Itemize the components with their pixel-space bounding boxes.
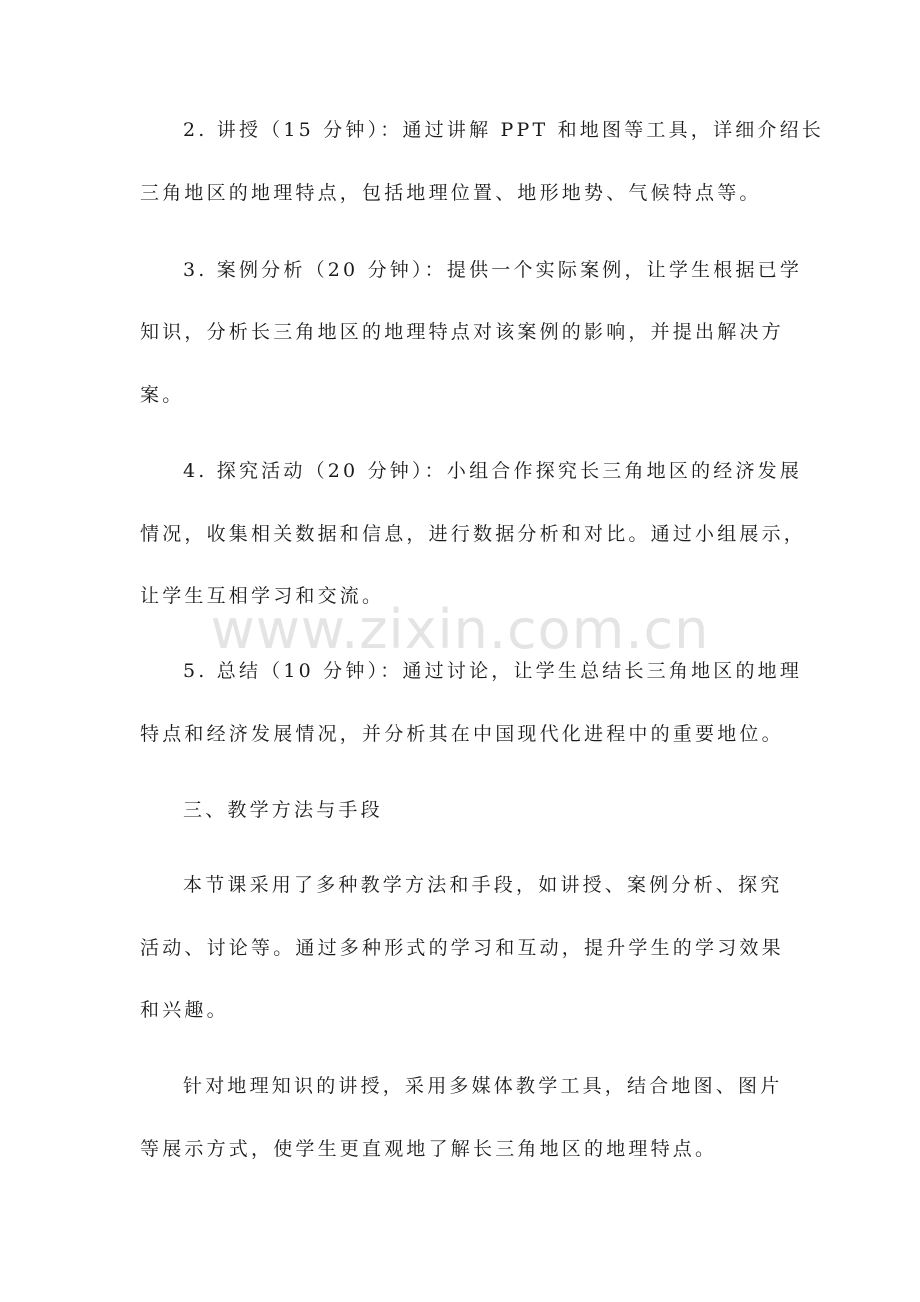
text-line: 特点和经济发展情况，并分析其在中国现代化进程中的重要地位。 [140,723,784,745]
text-line: 和兴趣。 [140,999,229,1021]
text-line: 案。 [140,384,185,406]
text-line: 2. 讲授（15 分钟）：通过讲解 PPT 和地图等工具，详细介绍长 [183,119,825,141]
text-line: 让学生互相学习和交流。 [140,585,385,607]
text-line: 4. 探究活动（20 分钟）：小组合作探究长三角地区的经济发展 [183,460,803,482]
text-line: 情况，收集相关数据和信息，进行数据分析和对比。通过小组展示， [140,523,807,545]
text-line: 针对地理知识的讲授，采用多媒体教学工具，结合地图、图片 [183,1075,783,1097]
text-line: 等展示方式，使学生更直观地了解长三角地区的地理特点。 [140,1138,718,1160]
watermark: www.zixin.com.cn [210,598,710,661]
text-line: 知识，分析长三角地区的地理特点对该案例的影响，并提出解决方 [140,321,784,343]
text-line: 三角地区的地理特点，包括地理位置、地形地势、气候特点等。 [140,182,762,204]
text-line: 本节课采用了多种教学方法和手段，如讲授、案例分析、探究 [183,874,783,896]
text-line: 活动、讨论等。通过多种形式的学习和互动，提升学生的学习效果 [140,937,784,959]
text-line: 5. 总结（10 分钟）：通过讨论，让学生总结长三角地区的地理 [183,660,803,682]
text-line: 3. 案例分析（20 分钟）：提供一个实际案例，让学生根据已学 [183,259,803,281]
section-heading: 三、教学方法与手段 [183,799,383,821]
